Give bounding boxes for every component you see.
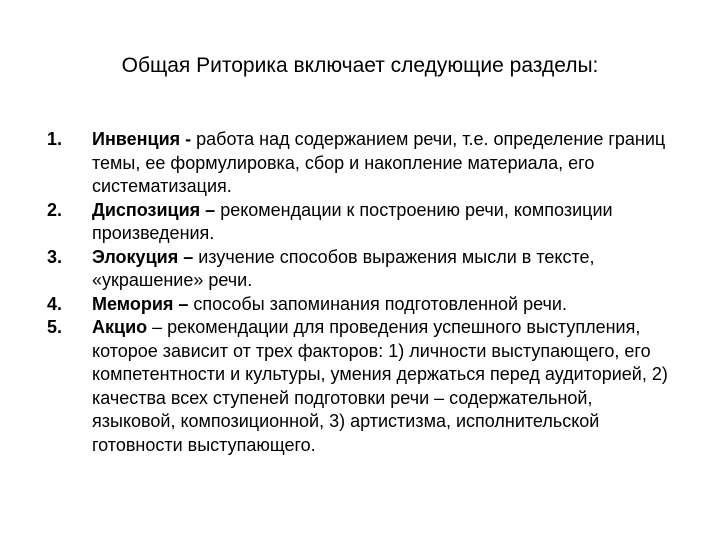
item-body [92,246,672,293]
item-number: 1. [47,129,63,149]
item-text: способы запоминания подготовленной речи. [188,293,567,314]
list-item [0,199,720,246]
sections-list [0,128,720,457]
slide-title: Общая Риторика включает следующие разделы: [121,54,599,77]
item-body [92,293,672,317]
list-item [0,128,720,199]
item-number: 2. [47,199,63,220]
list-item [0,316,720,457]
list-item [0,293,720,317]
item-body [92,316,672,457]
item-term: Диспозиция – [92,199,216,220]
list-item [0,246,720,293]
item-number: 5. [47,317,63,337]
item-text: работа над содержанием речи, т.е. определение границ темы, ее формулировка, сбор и накопление материала, его систематизация. [92,129,666,196]
item-body [92,199,672,246]
item-text: рекомендации к построению речи, композиции произведения. [92,199,613,243]
item-number: 4. [47,293,63,314]
item-term: Элокуция – [92,246,194,267]
item-text: изучение способов выражения мысли в тексте, «украшение» речи. [92,246,595,290]
item-body [92,128,672,199]
item-term: Акцио [92,317,148,337]
item-text: – рекомендации для проведения успешного выступления, которое зависит от трех факторов: 1) личности выступающего, его компетентности и культуры, умения держаться перед аудиторией, 2) качества всех ступеней подготовки речи – содержательной, языковой, композиционной, 3) артистизма, исполнительской готовности выступающего. [92,317,668,455]
item-term: Инвенция - [92,129,192,149]
item-number: 3. [47,246,63,267]
item-term: Мемория – [92,293,189,314]
